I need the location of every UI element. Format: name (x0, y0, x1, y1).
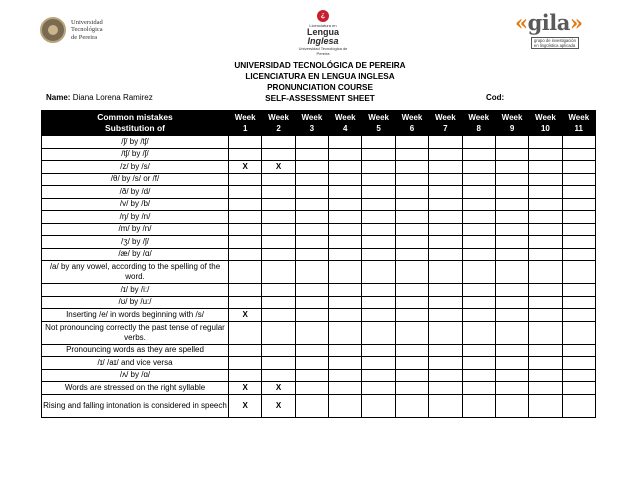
table-row (42, 148, 596, 161)
week-cell (429, 357, 462, 370)
week-cell (229, 369, 262, 382)
week-cell: X (262, 394, 295, 417)
table-row (42, 382, 596, 395)
week-cell (529, 136, 562, 149)
week-cell (262, 148, 295, 161)
week-cell (529, 394, 562, 417)
week-cell (362, 148, 395, 161)
week-cell (395, 161, 428, 174)
utp-logo-text: Universidad Tecnológica de Pereira (71, 18, 103, 41)
week-cell (262, 236, 295, 249)
lengua-inglesa-logo: ¿ Licenciatura en Lengua Inglesa Universidad Tecnológica de Pereira (298, 12, 348, 56)
week-cell (229, 173, 262, 186)
week-cell (562, 394, 595, 417)
week-cell (329, 284, 362, 297)
week-cell (495, 223, 528, 236)
week-cell (562, 261, 595, 284)
week-cell (362, 344, 395, 357)
week-cell (529, 369, 562, 382)
week-cell (329, 394, 362, 417)
week-cell (329, 211, 362, 224)
week-cell (495, 357, 528, 370)
week-cell (495, 309, 528, 322)
table-header-row (42, 111, 596, 136)
week-cell (329, 161, 362, 174)
week-cell (495, 261, 528, 284)
week-cell (429, 296, 462, 309)
week-cell (395, 223, 428, 236)
lengua-inglesa-badge-icon: ¿ (317, 10, 329, 22)
table-row (42, 309, 596, 322)
week-cell (362, 284, 395, 297)
week-cell (362, 369, 395, 382)
week-cell (395, 211, 428, 224)
week-cell (329, 344, 362, 357)
week-cell (562, 136, 595, 149)
week-cell (429, 198, 462, 211)
week-cell (562, 357, 595, 370)
week-cell (362, 198, 395, 211)
mistake-label: /ʊ/ by /u:/ (42, 296, 229, 309)
week-cell (495, 173, 528, 186)
week-cell: X (262, 161, 295, 174)
week-cell (429, 369, 462, 382)
week-cell (295, 344, 328, 357)
week-cell (462, 382, 495, 395)
week-cell (262, 136, 295, 149)
mistake-label: /tʃ/ by /ʃ/ (42, 148, 229, 161)
week-cell (329, 321, 362, 344)
week-cell (495, 382, 528, 395)
week-cell (262, 223, 295, 236)
mistake-label: Not pronouncing correctly the past tense of regular verbs. (42, 321, 229, 344)
week-cell (462, 161, 495, 174)
week-cell (462, 321, 495, 344)
week-cell (429, 211, 462, 224)
week-cell (229, 198, 262, 211)
week-cell (229, 248, 262, 261)
week-cell (462, 261, 495, 284)
week-cell (562, 223, 595, 236)
week-cell (495, 211, 528, 224)
week-cell (495, 236, 528, 249)
week-cell (529, 148, 562, 161)
week-cell (462, 309, 495, 322)
week-cell (295, 173, 328, 186)
mistake-label: /m/ by /n/ (42, 223, 229, 236)
week-cell (495, 369, 528, 382)
week-cell (362, 173, 395, 186)
week-cell (529, 211, 562, 224)
utp-seal-icon (40, 17, 66, 43)
week-cell (295, 223, 328, 236)
week-cell: X (229, 394, 262, 417)
week-cell (329, 296, 362, 309)
week-cell (495, 148, 528, 161)
week-cell (295, 211, 328, 224)
week-cell (329, 309, 362, 322)
week-cell (329, 173, 362, 186)
week-cell (529, 248, 562, 261)
week-cell (562, 211, 595, 224)
week-cell (295, 148, 328, 161)
week-cell (295, 296, 328, 309)
week-cell (229, 357, 262, 370)
week-cell (429, 284, 462, 297)
week-cell (529, 357, 562, 370)
week-cell (229, 211, 262, 224)
mistake-label: /ɪ/ /aɪ/ and vice versa (42, 357, 229, 370)
mistake-label: /θ/ by /s/ or /f/ (42, 173, 229, 186)
week-cell (462, 344, 495, 357)
gila-subtitle: grupo de investigación en lingüística aplicada (531, 37, 579, 49)
week-cell (329, 357, 362, 370)
week-cell (362, 394, 395, 417)
week-cell: X (262, 382, 295, 395)
week-cell (562, 369, 595, 382)
week-cell (295, 369, 328, 382)
week-cell (462, 186, 495, 199)
table-row (42, 394, 596, 417)
week-cell (462, 296, 495, 309)
week-cell (395, 248, 428, 261)
week-cell (562, 148, 595, 161)
table-row (42, 186, 596, 199)
week-cell (329, 136, 362, 149)
week-cell (395, 309, 428, 322)
week-cell (295, 136, 328, 149)
week-cell (262, 211, 295, 224)
week-cell (362, 248, 395, 261)
week-cell (329, 261, 362, 284)
week-cell (229, 321, 262, 344)
week-cell (262, 321, 295, 344)
week-cell (462, 394, 495, 417)
mistake-label: /æ/ by /ɑ/ (42, 248, 229, 261)
week-cell (429, 223, 462, 236)
week-cell (362, 186, 395, 199)
week-cell (395, 236, 428, 249)
week-cell (462, 248, 495, 261)
week-cell (329, 223, 362, 236)
week-cell (262, 248, 295, 261)
week-cell (295, 382, 328, 395)
week-cell (395, 394, 428, 417)
week-cell (229, 186, 262, 199)
week-cell (462, 211, 495, 224)
mistake-label: /ð/ by /d/ (42, 186, 229, 199)
week-cell (362, 161, 395, 174)
table-row (42, 248, 596, 261)
week-cell (262, 284, 295, 297)
week-cell (562, 173, 595, 186)
table-row (42, 261, 596, 284)
week-cell (262, 296, 295, 309)
week-cell (362, 261, 395, 284)
week-cell (529, 223, 562, 236)
week-cell (495, 296, 528, 309)
code-label: Cod: (486, 93, 505, 102)
week-cell (295, 394, 328, 417)
week-cell (395, 261, 428, 284)
table-row (42, 223, 596, 236)
week-cell (329, 198, 362, 211)
week-cell (495, 284, 528, 297)
week-cell (529, 161, 562, 174)
week-cell (229, 223, 262, 236)
week-cell (362, 321, 395, 344)
gila-wordmark: «gila» (515, 10, 583, 35)
week-cell (462, 369, 495, 382)
week-cell (562, 296, 595, 309)
gila-logo (515, 12, 600, 48)
table-row (42, 161, 596, 174)
week-cell (529, 321, 562, 344)
week-1-header: Week 1 (229, 111, 262, 136)
week-cell (395, 296, 428, 309)
week-cell (362, 357, 395, 370)
week-cell (462, 173, 495, 186)
week-cell (429, 261, 462, 284)
week-cell (395, 198, 428, 211)
name-value: Diana Lorena Ramirez (72, 93, 153, 102)
sheet-title: SELF-ASSESSMENT SHEET (265, 94, 375, 103)
week-cell (329, 369, 362, 382)
table-row (42, 198, 596, 211)
week-cell (362, 296, 395, 309)
week-cell (395, 284, 428, 297)
week-cell (262, 344, 295, 357)
table-row (42, 173, 596, 186)
week-cell (529, 309, 562, 322)
week-cell (229, 148, 262, 161)
week-cell (529, 173, 562, 186)
week-cell (529, 236, 562, 249)
week-8-header: Week 8 (462, 111, 495, 136)
week-cell (495, 321, 528, 344)
week-cell (295, 198, 328, 211)
mistake-label: Rising and falling intonation is considered in speech (42, 394, 229, 417)
week-cell (495, 186, 528, 199)
course-title: PRONUNCIATION COURSE (267, 83, 373, 92)
week-cell (462, 357, 495, 370)
week-cell (362, 211, 395, 224)
week-cell (395, 357, 428, 370)
mistake-label: /ʒ/ by /ʃ/ (42, 236, 229, 249)
table-row (42, 369, 596, 382)
week-cell (529, 284, 562, 297)
week-cell (462, 236, 495, 249)
table-row (42, 296, 596, 309)
mistake-label: /ŋ/ by /n/ (42, 211, 229, 224)
week-cell (262, 186, 295, 199)
week-cell (229, 136, 262, 149)
week-cell (562, 161, 595, 174)
week-cell (295, 357, 328, 370)
week-cell (229, 344, 262, 357)
week-cell (529, 186, 562, 199)
week-cell (429, 344, 462, 357)
week-cell (462, 136, 495, 149)
week-cell (495, 394, 528, 417)
week-cell (562, 321, 595, 344)
week-cell (229, 296, 262, 309)
week-cell (495, 136, 528, 149)
week-cell (462, 198, 495, 211)
document-title-block (180, 60, 460, 104)
week-5-header: Week 5 (362, 111, 395, 136)
week-cell (495, 248, 528, 261)
table-row (42, 357, 596, 370)
mistakes-column-header: Common mistakes Substitution of (42, 111, 229, 136)
week-cell (529, 296, 562, 309)
week-cell (329, 236, 362, 249)
week-cell (429, 173, 462, 186)
week-cell (329, 186, 362, 199)
week-cell (429, 236, 462, 249)
week-cell (562, 186, 595, 199)
week-cell (395, 173, 428, 186)
week-cell (429, 161, 462, 174)
week-cell (429, 309, 462, 322)
week-cell (495, 344, 528, 357)
week-cell (295, 284, 328, 297)
week-cell (229, 284, 262, 297)
table-row (42, 344, 596, 357)
week-6-header: Week 6 (395, 111, 428, 136)
week-4-header: Week 4 (329, 111, 362, 136)
week-cell (262, 261, 295, 284)
week-cell: X (229, 382, 262, 395)
week-cell (429, 248, 462, 261)
week-7-header: Week 7 (429, 111, 462, 136)
week-cell (495, 161, 528, 174)
mistake-label: /ʃ/ by /tʃ/ (42, 136, 229, 149)
week-cell (462, 284, 495, 297)
week-cell (229, 236, 262, 249)
week-cell (429, 186, 462, 199)
mistake-label: Pronouncing words as they are spelled (42, 344, 229, 357)
week-cell (262, 369, 295, 382)
table-row (42, 136, 596, 149)
week-cell (262, 357, 295, 370)
week-cell (295, 161, 328, 174)
week-10-header: Week 10 (529, 111, 562, 136)
week-cell (262, 309, 295, 322)
self-assessment-table (41, 110, 596, 418)
mistake-label: Inserting /e/ in words beginning with /s/ (42, 309, 229, 322)
week-cell (395, 344, 428, 357)
week-cell (295, 309, 328, 322)
week-cell (295, 321, 328, 344)
university-title: UNIVERSIDAD TECNOLÓGICA DE PEREIRA (234, 61, 406, 70)
week-cell (295, 236, 328, 249)
week-cell (395, 148, 428, 161)
week-cell (362, 382, 395, 395)
week-cell (562, 382, 595, 395)
week-3-header: Week 3 (295, 111, 328, 136)
week-cell (529, 198, 562, 211)
week-cell (395, 369, 428, 382)
week-cell (329, 248, 362, 261)
week-cell (495, 198, 528, 211)
week-cell (429, 394, 462, 417)
table-row (42, 321, 596, 344)
week-cell (329, 382, 362, 395)
week-cell (429, 136, 462, 149)
week-cell (395, 136, 428, 149)
week-cell (329, 148, 362, 161)
week-cell (429, 382, 462, 395)
mistake-label: /z/ by /s/ (42, 161, 229, 174)
week-cell (462, 223, 495, 236)
table-row (42, 211, 596, 224)
week-cell (362, 136, 395, 149)
mistake-label: /v/ by /b/ (42, 198, 229, 211)
week-cell (362, 309, 395, 322)
week-2-header: Week 2 (262, 111, 295, 136)
week-cell (362, 223, 395, 236)
week-cell (295, 186, 328, 199)
week-cell (295, 248, 328, 261)
mistake-label: /ʌ/ by /ɑ/ (42, 369, 229, 382)
week-cell (395, 321, 428, 344)
name-label: Name: (46, 93, 71, 102)
mistake-label: Words are stressed on the right syllable (42, 382, 229, 395)
utp-logo (40, 15, 150, 45)
mistake-label: /a/ by any vowel, according to the spelling of the word. (42, 261, 229, 284)
week-cell (262, 173, 295, 186)
week-cell: X (229, 309, 262, 322)
week-cell (229, 261, 262, 284)
week-cell (395, 186, 428, 199)
week-cell (562, 309, 595, 322)
week-cell (529, 261, 562, 284)
week-11-header: Week 11 (562, 111, 595, 136)
table-row (42, 236, 596, 249)
week-cell (362, 236, 395, 249)
week-cell (562, 344, 595, 357)
week-cell (562, 284, 595, 297)
week-9-header: Week 9 (495, 111, 528, 136)
week-cell (429, 321, 462, 344)
week-cell (462, 148, 495, 161)
week-cell (262, 198, 295, 211)
student-name-field (46, 93, 153, 102)
week-cell (395, 382, 428, 395)
week-cell (429, 148, 462, 161)
week-cell (562, 248, 595, 261)
week-cell (529, 344, 562, 357)
week-cell (562, 198, 595, 211)
week-cell (529, 382, 562, 395)
table-row (42, 284, 596, 297)
week-cell (562, 236, 595, 249)
mistake-label: /ɪ/ by /i:/ (42, 284, 229, 297)
program-title: LICENCIATURA EN LENGUA INGLESA (245, 72, 395, 81)
week-cell (295, 261, 328, 284)
week-cell: X (229, 161, 262, 174)
